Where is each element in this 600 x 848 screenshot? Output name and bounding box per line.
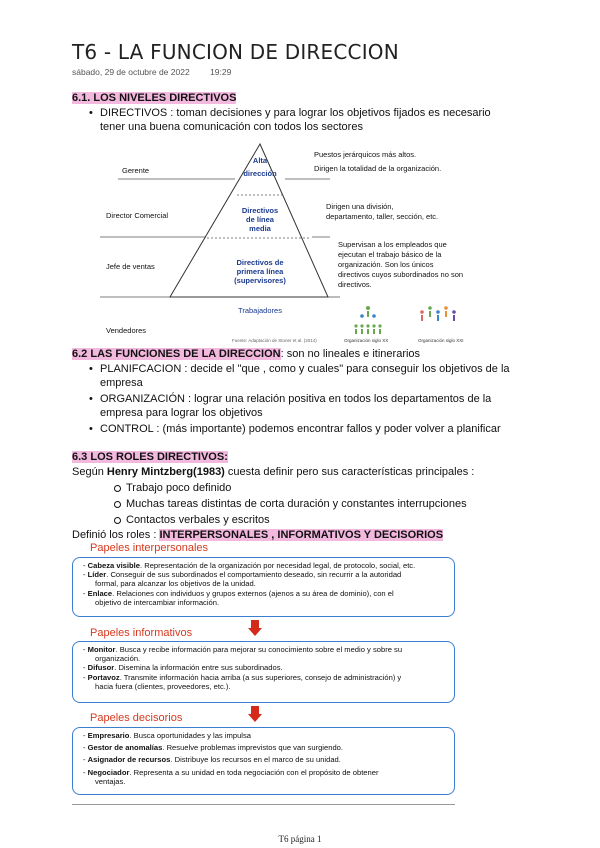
level-alta-direccion: Alta dirección xyxy=(243,156,277,178)
page-title: T6 - LA FUNCION DE DIRECCION xyxy=(72,40,399,64)
page-meta xyxy=(72,67,249,77)
divider xyxy=(72,804,455,805)
roles-decisorios-title: Papeles decisorios xyxy=(90,712,183,724)
section-heading-6-2: 6.2 LAS FUNCIONES DE LA DIRECCION: son no lineales e itinerarios xyxy=(72,348,421,360)
caption-left: Organización siglo XX xyxy=(344,338,389,343)
caption-right: Organización siglo XXI xyxy=(418,338,464,343)
section-heading-6-3: 6.3 LOS ROLES DIRECTIVOS: xyxy=(72,451,228,463)
level-linea-media: Directivos de línea media xyxy=(241,206,279,233)
role-jefe-ventas: Jefe de ventas xyxy=(106,262,155,271)
role-director-comercial: Director Comercial xyxy=(106,211,169,220)
role-vendedores: Vendedores xyxy=(106,326,147,335)
s3-intro: Según Henry Mintzberg(1983) cuesta definir pero sus características principales : xyxy=(72,466,475,478)
level-trabajadores: Trabajadores xyxy=(238,306,282,315)
desc-primera: Supervisan a los empleados que ejecutan el trabajo básico de la organización. Son los únicos directivos cuyos subordinados no son directivos. xyxy=(338,240,464,289)
page-date: sábado, 29 de octubre de 2022 xyxy=(72,67,190,77)
desc-media: Dirigen una división, departamento, taller, sección, etc. xyxy=(326,202,439,221)
section-heading-6-1: 6.1. LOS NIVELES DIRECTIVOS xyxy=(72,92,237,104)
people-icon-left xyxy=(354,306,381,334)
roles-decisorios-box: - Empresario. Busca oportunidades y las impulsa - Gestor de anomalías. Resuelve problemas imprevistos que van surgiendo. - Asignador de recursos. Distribuye los recursos en el marco de su unidad. - Negociador. Representa a su unidad en toda negociación con el propósito de obtener ventajas. xyxy=(72,727,455,795)
roles-informativos-box: - Monitor. Busca y recibe información para mejorar su conocimiento sobre el medio y sobre su organización. - Difusor. Disemina la información entre sus subordinados. - Portavoz. Transmite información hacia arriba (a sus superiores, consejo de administración) y hacia fuera (clientes, proveedores, etc.). xyxy=(72,641,455,703)
s1-bullet: • DIRECTIVOS : toman decisiones y para lograr los objetivos fijados es necesario tener una buena comunicación con todos los sectores xyxy=(100,106,491,134)
s3-item: Contactos verbales y escritos xyxy=(126,514,270,526)
roles-interpersonales-title: Papeles interpersonales xyxy=(90,542,209,554)
s3-definition: Definió los roles : INTERPERSONALES , INFORMATIVOS Y DECISORIOS xyxy=(72,529,444,541)
diagram-source: Fuente: Adaptación de Stoner et al. (2014) xyxy=(232,338,317,343)
level-primera-linea: Directivos de primera línea (supervisores) xyxy=(234,258,286,285)
page-footer: T6 página 1 xyxy=(278,834,322,844)
s3-item: Muchas tareas distintas de corta duración y constantes interrupciones xyxy=(126,498,467,510)
roles-interpersonales-box: - Cabeza visible. Representación de la organización por necesidad legal, de protocolo, social, etc. - Líder. Conseguir de sus subordinados el comportamiento deseado, sin recurrir a la autoridad formal, para alcanzar los objetivos de la unidad. - Enlace. Relaciones con individuos y grupos externos (ajenos a su área de dominio), con el objetivo de intercambiar información. xyxy=(72,557,455,617)
desc-alta: Puestos jerárquicos más altos. Dirigen la totalidad de la organización. xyxy=(314,150,442,173)
s2-bullet-planificacion: • PLANIFCACION : decide el "que , como y cuales" para conseguir los objetivos de la empresa xyxy=(100,362,510,390)
page-time: 19:29 xyxy=(210,67,232,77)
role-gerente: Gerente xyxy=(122,166,150,175)
s3-item: Trabajo poco definido xyxy=(126,482,232,494)
roles-informativos-title: Papeles informativos xyxy=(90,627,193,639)
people-icon-right xyxy=(420,306,456,321)
management-levels-diagram xyxy=(100,140,490,348)
s2-bullet-control: • CONTROL : (más importante) podemos encontrar fallos y poder volver a planificar xyxy=(100,422,501,436)
s2-bullet-organizacion: • ORGANIZACIÓN : lograr una relación positiva en todos los departamentos de la empresa para lograr los objetivos xyxy=(100,392,491,420)
